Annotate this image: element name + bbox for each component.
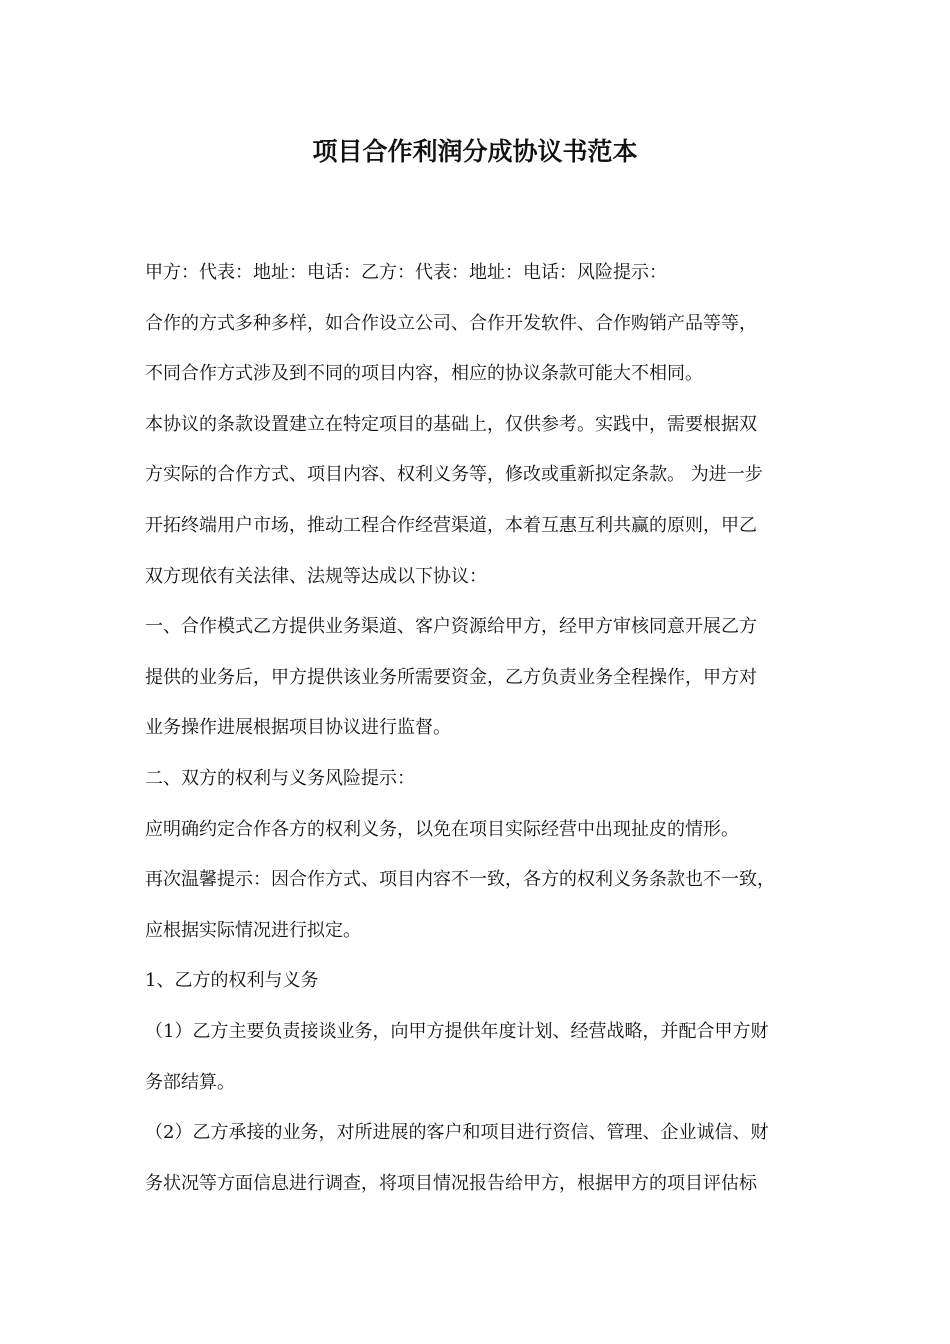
body-line: 方实际的合作方式、项目内容、权利义务等，修改或重新拟定条款。 为进一步	[145, 464, 763, 486]
document-title: 项目合作利润分成协议书范本	[312, 137, 638, 166]
body-line: 提供的业务后，甲方提供该业务所需要资金，乙方负责业务全程操作，甲方对	[145, 666, 757, 688]
body-line: 开拓终端用户市场，推动工程合作经营渠道，本着互惠互利共赢的原则，甲乙	[145, 514, 757, 536]
body-line: 再次温馨提示：因合作方式、项目内容不一致，各方的权利义务条款也不一致，	[145, 869, 775, 891]
body-line: 二、双方的权利与义务风险提示：	[145, 767, 415, 789]
body-line: 一、合作模式乙方提供业务渠道、客户资源给甲方，经甲方审核同意开展乙方	[145, 616, 757, 638]
body-line: 1、乙方的权利与义务	[145, 970, 319, 992]
body-line: 本协议的条款设置建立在特定项目的基础上，仅供参考。实践中，需要根据双	[145, 413, 757, 435]
body-line: 务部结算。	[145, 1071, 235, 1093]
document-body	[145, 254, 835, 1215]
body-line: 合作的方式多种多样，如合作设立公司、合作开发软件、合作购销产品等等，	[145, 312, 757, 334]
body-line: 业务操作进展根据项目协议进行监督。	[145, 717, 451, 739]
body-line: 务状况等方面信息进行调查，将项目情况报告给甲方，根据甲方的项目评估标	[145, 1172, 757, 1194]
body-line: 应明确约定合作各方的权利义务，以免在项目实际经营中出现扯皮的情形。	[145, 818, 739, 840]
body-line: 甲方：代表：地址：电话：乙方：代表：地址：电话：风险提示：	[145, 262, 667, 283]
body-line: （1）乙方主要负责接谈业务，向甲方提供年度计划、经营战略，并配合甲方财	[145, 1020, 769, 1042]
body-line: 双方现依有关法律、法规等达成以下协议：	[145, 565, 487, 587]
body-line: （2）乙方承接的业务，对所进展的客户和项目进行资信、管理、企业诚信、财	[145, 1122, 769, 1144]
body-line: 应根据实际情况进行拟定。	[145, 919, 361, 941]
body-line: 不同合作方式涉及到不同的项目内容，相应的协议条款可能大不相同。	[145, 363, 703, 385]
